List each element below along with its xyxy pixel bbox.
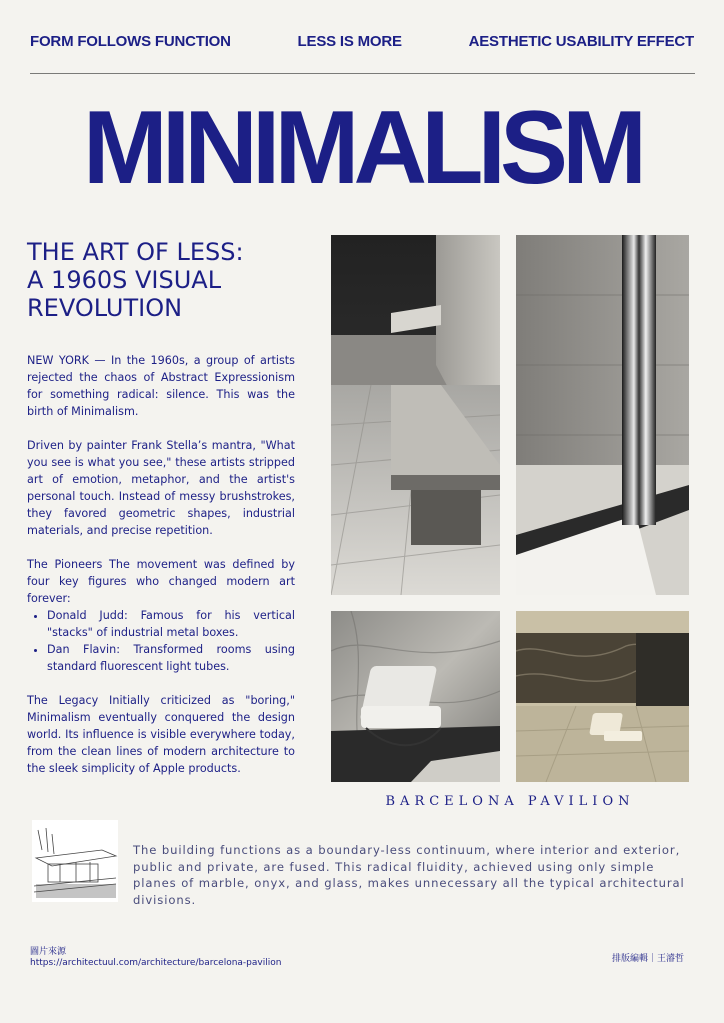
nav-item-less-is-more: LESS IS MORE: [297, 32, 402, 50]
photo-chrome-column: [516, 235, 689, 595]
article-headline: [27, 238, 307, 322]
headline-line-1: THE ART OF LESS:: [27, 238, 244, 266]
pavilion-sketch-image: [32, 820, 118, 902]
image-source-url: https://architectuul.com/architecture/barcelona-pavilion: [30, 958, 282, 968]
header-divider: [30, 73, 695, 74]
photo-bench-wall: [331, 235, 500, 595]
photo-onyx-interior: [516, 611, 689, 782]
headline-line-2: A 1960S VISUAL: [27, 266, 222, 294]
paragraph-stella: Driven by painter Frank Stella’s mantra, "What you see is what you see," these artists stripped art of emotion, metaphor, and the artist's personal touch. Instead of messy brushstrokes, they favored geometric shapes, industrial materials, and precise repetition.: [27, 439, 295, 537]
image-source-label: 圖片來源: [30, 947, 67, 957]
nav-item-form-follows-function: FORM FOLLOWS FUNCTION: [30, 32, 231, 50]
paragraph-intro: NEW YORK — In the 1960s, a group of artists rejected the chaos of Abstract Expressionism for something radical: silence. This was the birth of Minimalism.: [27, 354, 295, 418]
paragraph-legacy: The Legacy Initially criticized as "boring," Minimalism eventually conquered the design world. Its influence is visible everywhere today, from the clean lines of modern architecture to the sleek simplicity of Apple products.: [27, 694, 295, 775]
layout-editor-credit: 排版編輯｜王濬哲: [611, 954, 684, 964]
masthead-title: MINIMALISM: [82, 90, 642, 206]
photo-barcelona-chair: [331, 611, 500, 782]
nav-item-aesthetic-usability-effect: AESTHETIC USABILITY EFFECT: [468, 32, 694, 50]
pavilion-description: The building functions as a boundary-less continuum, where interior and exterior, public and private, are fused. This radical fluidity, achieved using only simple planes of marble, onyx, and glass, makes unnecessary all the typical architectural divisions.: [133, 843, 685, 907]
article-body: [27, 352, 295, 794]
pioneer-list: [27, 607, 295, 675]
paragraph-pioneers: The Pioneers The movement was defined by four key figures who changed modern art forever:: [27, 558, 295, 605]
gallery-caption: BARCELONA PAVILION: [385, 794, 635, 809]
list-item: • Dan Flavin: Transformed rooms using standard fluorescent light tubes.: [47, 641, 295, 675]
top-nav: [30, 30, 694, 52]
headline-line-3: REVOLUTION: [27, 294, 183, 322]
list-item: • Donald Judd: Famous for his vertical "stacks" of industrial metal boxes.: [47, 607, 295, 641]
